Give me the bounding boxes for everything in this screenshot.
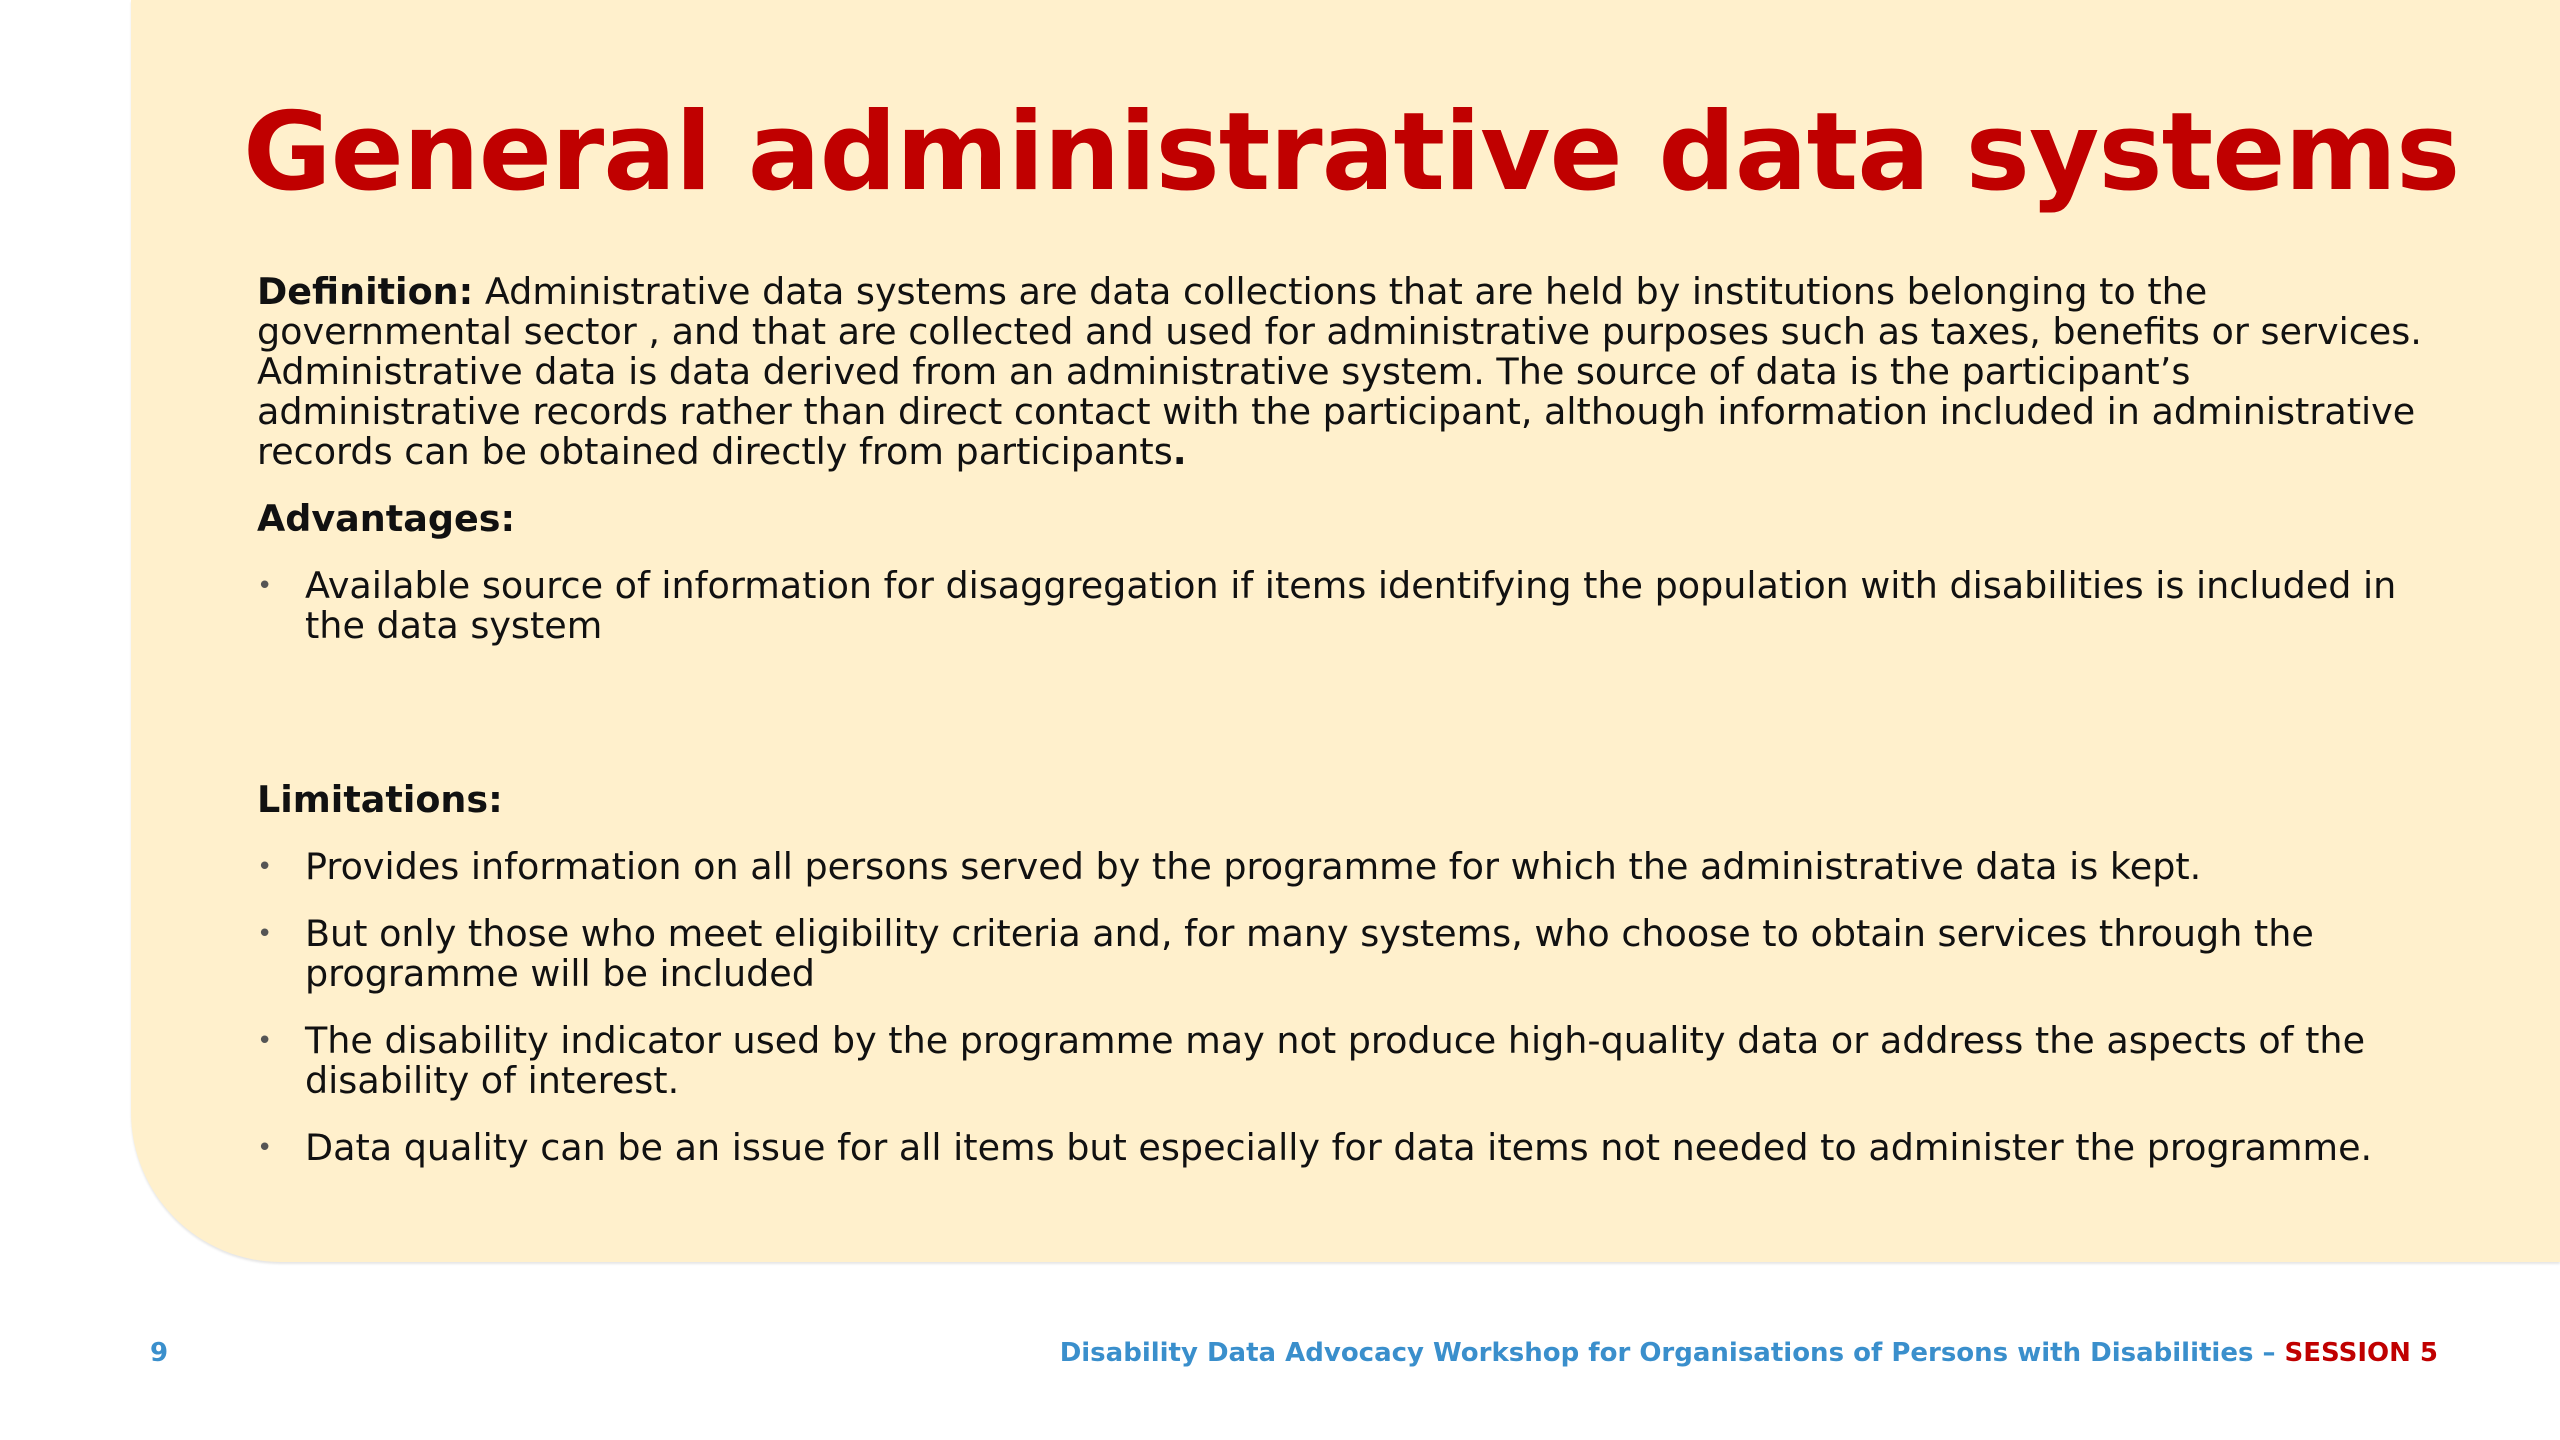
limitation-text: Data quality can be an issue for all items but especially for data items not needed to administer the programme. xyxy=(305,1126,2373,1169)
footer-session-text: SESSION 5 xyxy=(2284,1338,2438,1368)
bullet-dot: • xyxy=(257,919,273,949)
bullet-dot: • xyxy=(257,1026,273,1056)
advantages-list xyxy=(257,566,2457,646)
spacer xyxy=(257,673,2457,780)
limitation-item xyxy=(257,847,2457,887)
slide-title: General administrative data systems xyxy=(243,90,2460,215)
footer-workshop-text: Disability Data Advocacy Workshop for Organisations of Persons with Disabilities – xyxy=(1059,1338,2285,1368)
limitations-list xyxy=(257,847,2457,1168)
advantages-heading: Advantages: xyxy=(257,497,516,540)
limitation-text: But only those who meet eligibility criteria and, for many systems, who choose to obtain services through the programme will be included xyxy=(305,912,2314,995)
limitation-item xyxy=(257,914,2457,994)
page-number: 9 xyxy=(150,1338,169,1368)
definition-text: Administrative data systems are data collections that are held by institutions belonging to the governmental sector , and that are collected and used for administrative purposes such as taxes, benefits or services. Administrative data is data derived from an administrative system. The source of data is the participant’s administrative records rather than direct contact with the participant, although information included in administrative records can be obtained directly from participants xyxy=(257,270,2422,473)
limitation-item xyxy=(257,1128,2457,1168)
footer-caption xyxy=(1060,1338,2438,1368)
definition-end: . xyxy=(1172,430,1187,473)
advantage-text: Available source of information for disaggregation if items identifying the population with disabilities is included in the data system xyxy=(305,564,2397,647)
bullet-dot: • xyxy=(257,1133,273,1163)
definition-label: Definition: xyxy=(257,270,474,313)
limitation-text: The disability indicator used by the programme may not produce high-quality data or address the aspects of the disability of interest. xyxy=(305,1019,2366,1102)
definition-paragraph xyxy=(257,272,2457,472)
limitation-item xyxy=(257,1021,2457,1101)
slide-body xyxy=(257,272,2457,1195)
limitation-text: Provides information on all persons served by the programme for which the administrative data is kept. xyxy=(305,845,2202,888)
limitations-heading: Limitations: xyxy=(257,778,503,821)
bullet-dot: • xyxy=(257,852,273,882)
advantage-item xyxy=(257,566,2457,646)
bullet-dot: • xyxy=(257,571,273,601)
